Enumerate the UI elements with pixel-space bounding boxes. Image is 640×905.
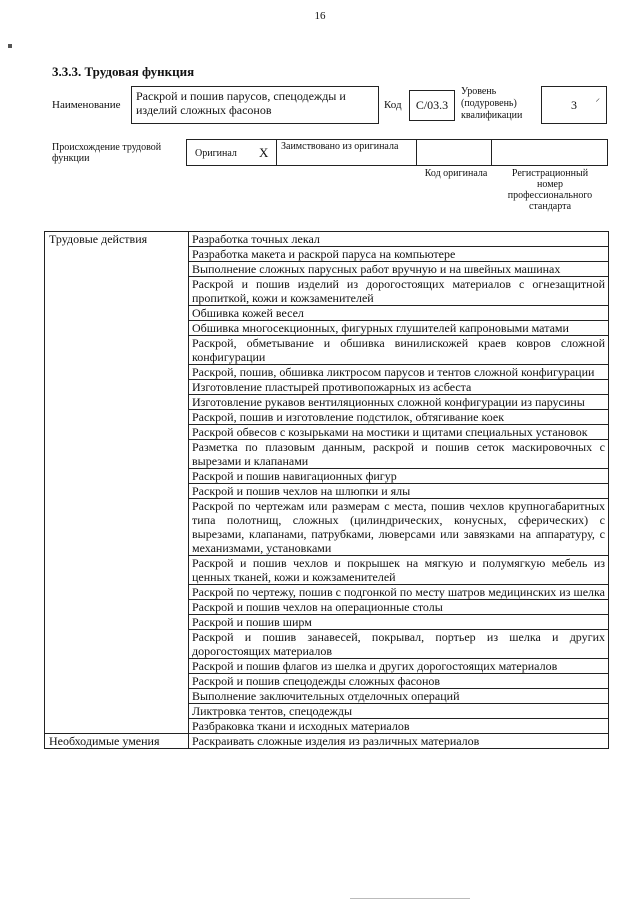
labor_actions-item: Разметка по плазовым данным, раскрой и пошив сеток маскировочных с вырезами и клапанами	[189, 440, 609, 469]
labor_actions-item: Изготовление рукавов вентиляционных сложной конфигурации из парусины	[189, 395, 609, 410]
section-title: 3.3.3. Трудовая функция	[52, 64, 195, 79]
code-caption: Код оригинала	[424, 168, 488, 179]
labor_actions-item: Раскрой, пошив и изготовление подстилок, обтягивание коек	[189, 410, 609, 425]
qualification-level-box	[541, 86, 607, 124]
labor_actions-item: Раскрой и пошив чехлов на операционные столы	[189, 600, 609, 615]
name-label: Наименование	[52, 99, 121, 111]
qualification-level-value: 3	[571, 97, 577, 112]
original-mark: X	[259, 145, 269, 160]
labor_actions-item: Раскрой, пошив, обшивка ликтросом парусов и тентов сложной конфигурации	[189, 365, 609, 380]
labor_actions-item: Выполнение сложных парусных работ вручную и на швейных машинах	[189, 262, 609, 277]
labor_actions-item: Раскрой и пошив чехлов и покрышек на мягкую и полумягкую мебель из ценных тканей, кожи и кожзаменителей	[189, 556, 609, 585]
labor_actions-item: Разбраковка ткани и исходных материалов	[189, 719, 609, 734]
labor_actions-item: Обшивка многосекционных, фигурных глушителей капроновыми матами	[189, 321, 609, 336]
margin-mark	[8, 44, 12, 48]
level-label: Уровень (подуровень) квалификации	[461, 86, 523, 121]
reg-caption: Регистрационный номер профессионального стандарта	[507, 168, 593, 212]
code-label: Код	[384, 99, 402, 111]
labor_actions-item: Разработка макета и раскрой паруса на компьютере	[189, 247, 609, 262]
pen-mark-icon: ⸝	[595, 93, 600, 103]
page-number: 16	[314, 10, 326, 22]
labor_actions-item: Ликтровка тентов, спецодежды	[189, 704, 609, 719]
labor_actions-item: Раскрой и пошив чехлов на шлюпки и ялы	[189, 484, 609, 499]
origin-original-cell	[187, 140, 277, 165]
labor_actions-item: Раскрой по чертежу, пошив с подгонкой по месту шатров медицинских из шелка	[189, 585, 609, 600]
labor_actions-item: Раскрой по чертежам или размерам с места, пошив чехлов крупногабаритных типа полотнищ, сложных (цилиндрических, конусных, сферических) с вырезами, клапанами, патрубками, люверсами или завязками на аппаратуру, с механизмами, установками	[189, 499, 609, 556]
table-row	[45, 734, 609, 749]
labor_actions-item: Выполнение заключительных отделочных операций	[189, 689, 609, 704]
labor_actions-item: Раскрой и пошив занавесей, покрывал, портьер из шелка и других дорогостоящих материалов	[189, 630, 609, 659]
labor_actions-item: Раскрой и пошив ширм	[189, 615, 609, 630]
origin-borrowed-cell	[277, 140, 417, 165]
labor_actions-item: Раскрой обвесов с козырьками на мостики и щитами специальных установок	[189, 425, 609, 440]
labor_actions-item: Изготовление пластырей противопожарных из асбеста	[189, 380, 609, 395]
footer-line	[350, 898, 470, 899]
required_skills-item: Раскраивать сложные изделия из различных материалов	[189, 734, 609, 749]
original-label: Оригинал	[195, 148, 237, 159]
labor_actions-category: Трудовые действия	[45, 232, 189, 734]
table-row	[45, 232, 609, 247]
labor_actions-item: Раскрой, обметывание и обшивка винилискожей краев ковров сложной конфигурации	[189, 336, 609, 365]
labor_actions-item: Раскрой и пошив флагов из шелка и других дорогостоящих материалов	[189, 659, 609, 674]
labor-function-table	[44, 231, 609, 749]
function-name-box: Раскрой и пошив парусов, спецодежды и изделий сложных фасонов	[131, 86, 379, 124]
origin-label: Происхождение трудовой функции	[52, 142, 162, 164]
origin-code-cell	[417, 140, 492, 165]
borrowed-label: Заимствовано из оригинала	[281, 141, 399, 152]
labor_actions-item: Раскрой и пошив навигационных фигур	[189, 469, 609, 484]
labor_actions-item: Разработка точных лекал	[189, 232, 609, 247]
origin-row	[186, 139, 608, 166]
labor_actions-item: Раскрой и пошив спецодежды сложных фасонов	[189, 674, 609, 689]
labor_actions-item: Раскрой и пошив изделий из дорогостоящих материалов с огнезащитной пропиткой, кожи и кожзаменителей	[189, 277, 609, 306]
origin-reg-cell	[492, 140, 607, 165]
required_skills-category: Необходимые умения	[45, 734, 189, 749]
labor_actions-item: Обшивка кожей весел	[189, 306, 609, 321]
function-code-box: С/03.3	[409, 90, 455, 121]
